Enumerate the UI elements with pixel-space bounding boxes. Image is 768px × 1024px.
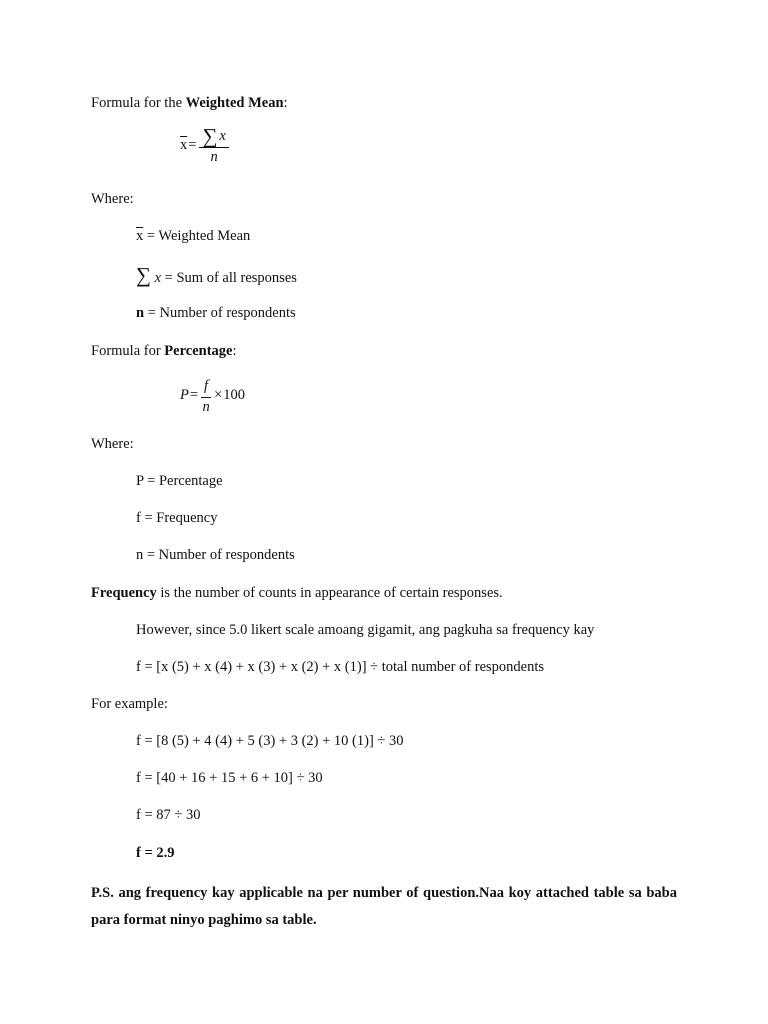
percentage-formula (180, 376, 245, 415)
frequency-term: Frequency (91, 585, 157, 601)
times-icon: × (214, 387, 223, 403)
ps-note: P.S. ang frequency kay applicable na per number of question.Naa koy attached table sa baba para format ninyo paghimo sa table. (91, 885, 677, 928)
heading-colon: : (283, 95, 288, 111)
def-text: = Weighted Mean (143, 228, 251, 244)
sigma-icon: ∑ (202, 124, 218, 148)
numerator-variable: x (219, 128, 226, 144)
frequency-definition (91, 584, 503, 602)
fraction-numerator: f (201, 376, 211, 398)
heading-bold-text: Percentage (164, 343, 233, 359)
weighted-mean-heading (91, 94, 288, 112)
formula-p: P (180, 387, 189, 403)
def-symbol: $\overline{x}$ (136, 228, 144, 244)
fraction-numerator (199, 126, 228, 148)
example-result: f = 2.9 (136, 845, 175, 861)
def-percentage: P = Percentage (136, 473, 223, 489)
weighted-mean-formula (180, 126, 231, 165)
example-step: f = [40 + 16 + 15 + 6 + 10] ÷ 30 (136, 770, 323, 786)
def-frequency: f = Frequency (136, 510, 218, 526)
def-n (136, 304, 296, 322)
heading-bold-text: Weighted Mean (185, 95, 284, 111)
def-text: = Number of respondents (144, 305, 296, 321)
formula-fraction (199, 126, 228, 165)
fraction-denominator: n (210, 149, 218, 165)
frequency-definition-text: is the number of counts in appearance of certain responses. (156, 585, 503, 601)
where-label: Where: (91, 436, 134, 452)
heading-text: Formula for (91, 343, 165, 359)
heading-text: Formula for the (91, 95, 186, 111)
heading-colon: : (232, 343, 237, 359)
def-symbol: n (136, 305, 145, 321)
formula-fraction (201, 376, 211, 415)
sigma-icon: ∑ (136, 263, 151, 287)
def-respondents: n = Number of respondents (136, 547, 295, 563)
frequency-note: However, since 5.0 likert scale amoang gigamit, ang pagkuha sa frequency kay (136, 622, 595, 638)
def-weighted-mean (136, 227, 250, 245)
def-text: = Sum of all responses (161, 270, 297, 286)
formula-constant: 100 (223, 387, 246, 403)
example-step: f = 87 ÷ 30 (136, 807, 201, 823)
formula-equals: = (189, 387, 199, 403)
where-label: Where: (91, 191, 134, 207)
example-label: For example: (91, 696, 168, 712)
example-step: f = [8 (5) + 4 (4) + 5 (3) + 3 (2) + 10 (1)] ÷ 30 (136, 733, 404, 749)
formula-equals: = (188, 137, 197, 153)
percentage-heading (91, 342, 237, 360)
def-symbol: x (154, 270, 162, 286)
frequency-general-formula: f = [x (5) + x (4) + x (3) + x (2) + x (1)] ÷ total number of respondents (136, 659, 545, 675)
formula-xbar: $\overline{x}$ (180, 137, 188, 153)
def-sum (136, 265, 297, 287)
fraction-denominator: n (202, 399, 210, 415)
